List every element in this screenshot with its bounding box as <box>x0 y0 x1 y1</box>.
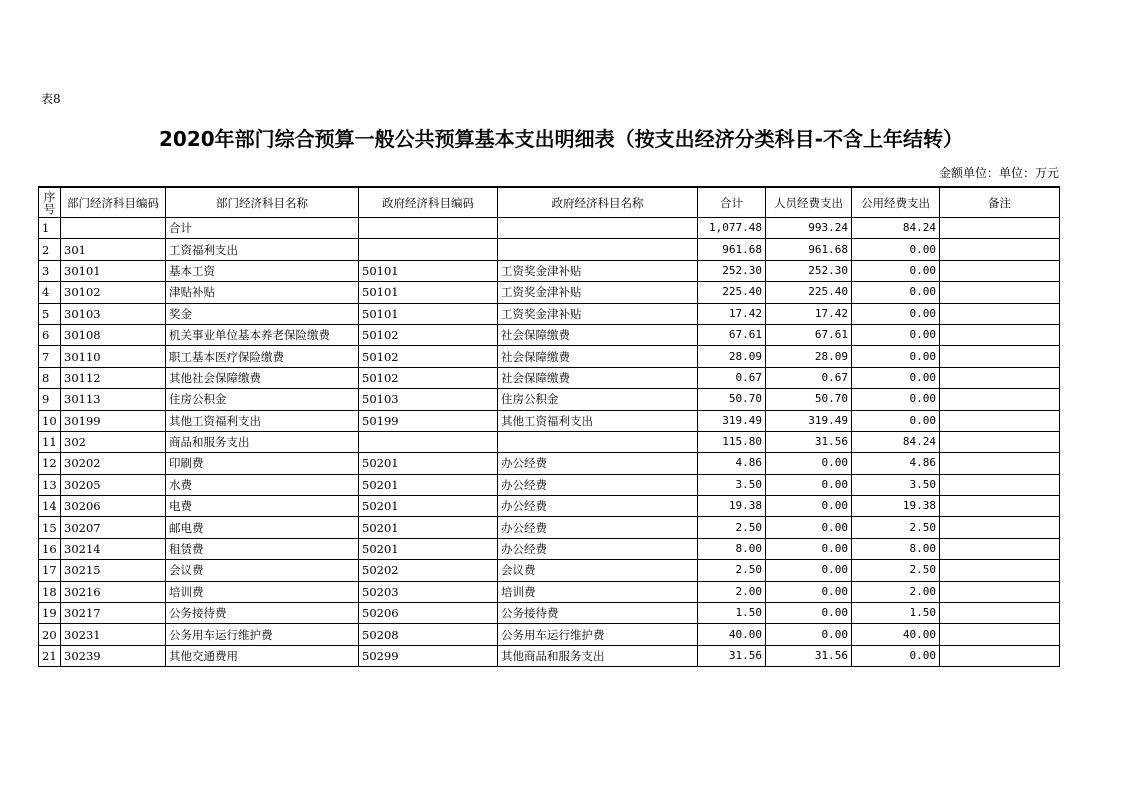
cell-total: 225.40 <box>698 282 766 303</box>
cell-dept-name: 其他社会保障缴费 <box>166 367 359 388</box>
cell-dept-name: 职工基本医疗保险缴费 <box>166 346 359 367</box>
cell-total: 319.49 <box>698 410 766 431</box>
cell-dept-code: 301 <box>61 239 166 260</box>
cell-remark <box>940 367 1060 388</box>
cell-dept-code: 30113 <box>61 389 166 410</box>
cell-gov-code: 50102 <box>359 324 498 345</box>
table-row <box>39 560 1060 581</box>
cell-gov-name: 工资奖金津补贴 <box>498 260 698 281</box>
cell-dept-code: 30199 <box>61 410 166 431</box>
cell-dept-name: 奖金 <box>166 303 359 324</box>
cell-dept-name: 机关事业单位基本养老保险缴费 <box>166 324 359 345</box>
cell-dept-code <box>61 218 166 239</box>
cell-personnel: 0.00 <box>766 603 852 624</box>
cell-public: 84.24 <box>852 431 940 452</box>
table-row <box>39 303 1060 324</box>
cell-gov-code: 50201 <box>359 496 498 517</box>
cell-public: 2.00 <box>852 581 940 602</box>
cell-gov-name: 住房公积金 <box>498 389 698 410</box>
cell-remark <box>940 303 1060 324</box>
cell-gov-code: 50201 <box>359 538 498 559</box>
cell-total: 1,077.48 <box>698 218 766 239</box>
cell-gov-name: 工资奖金津补贴 <box>498 282 698 303</box>
cell-personnel: 0.00 <box>766 560 852 581</box>
cell-dept-code: 30217 <box>61 603 166 624</box>
cell-gov-name: 培训费 <box>498 581 698 602</box>
cell-personnel: 0.00 <box>766 474 852 495</box>
table-row <box>39 581 1060 602</box>
cell-personnel: 961.68 <box>766 239 852 260</box>
cell-gov-code: 50101 <box>359 303 498 324</box>
cell-dept-name: 住房公积金 <box>166 389 359 410</box>
cell-personnel: 0.00 <box>766 538 852 559</box>
cell-dept-code: 30205 <box>61 474 166 495</box>
cell-seq: 12 <box>39 453 61 474</box>
cell-remark <box>940 560 1060 581</box>
cell-public: 0.00 <box>852 410 940 431</box>
cell-personnel: 50.70 <box>766 389 852 410</box>
cell-dept-name: 公务接待费 <box>166 603 359 624</box>
cell-gov-name: 其他工资福利支出 <box>498 410 698 431</box>
cell-public: 0.00 <box>852 303 940 324</box>
cell-seq: 8 <box>39 367 61 388</box>
cell-dept-name: 其他工资福利支出 <box>166 410 359 431</box>
header-public: 公用经费支出 <box>852 187 940 218</box>
header-dept-name: 部门经济科目名称 <box>166 187 359 218</box>
cell-gov-code: 50202 <box>359 560 498 581</box>
cell-public: 2.50 <box>852 560 940 581</box>
cell-total: 8.00 <box>698 538 766 559</box>
cell-seq: 11 <box>39 431 61 452</box>
cell-gov-code: 50201 <box>359 517 498 538</box>
cell-seq: 17 <box>39 560 61 581</box>
cell-gov-code: 50102 <box>359 367 498 388</box>
cell-dept-name: 其他交通费用 <box>166 645 359 666</box>
cell-gov-code: 50102 <box>359 346 498 367</box>
header-personnel: 人员经费支出 <box>766 187 852 218</box>
cell-total: 17.42 <box>698 303 766 324</box>
cell-dept-code: 30110 <box>61 346 166 367</box>
cell-dept-name: 会议费 <box>166 560 359 581</box>
cell-public: 0.00 <box>852 324 940 345</box>
cell-total: 31.56 <box>698 645 766 666</box>
table-row <box>39 496 1060 517</box>
header-gov-name: 政府经济科目名称 <box>498 187 698 218</box>
header-gov-code: 政府经济科目编码 <box>359 187 498 218</box>
cell-personnel: 31.56 <box>766 431 852 452</box>
cell-dept-code: 302 <box>61 431 166 452</box>
table-row <box>39 410 1060 431</box>
cell-dept-name: 合计 <box>166 218 359 239</box>
cell-total: 0.67 <box>698 367 766 388</box>
cell-public: 3.50 <box>852 474 940 495</box>
cell-dept-name: 培训费 <box>166 581 359 602</box>
header-seq: 序号 <box>39 187 61 218</box>
cell-public: 8.00 <box>852 538 940 559</box>
cell-personnel: 0.00 <box>766 624 852 645</box>
cell-total: 4.86 <box>698 453 766 474</box>
cell-seq: 3 <box>39 260 61 281</box>
cell-remark <box>940 624 1060 645</box>
table-row <box>39 324 1060 345</box>
budget-table <box>38 186 1060 667</box>
cell-dept-code: 30231 <box>61 624 166 645</box>
table-number: 表8 <box>41 92 61 106</box>
cell-gov-name: 工资奖金津补贴 <box>498 303 698 324</box>
cell-gov-code: 50201 <box>359 453 498 474</box>
cell-remark <box>940 410 1060 431</box>
cell-seq: 16 <box>39 538 61 559</box>
cell-public: 4.86 <box>852 453 940 474</box>
cell-remark <box>940 474 1060 495</box>
cell-gov-code <box>359 431 498 452</box>
amount-unit: 金额单位：单位：万元 <box>938 166 1059 180</box>
cell-gov-name: 办公经费 <box>498 453 698 474</box>
cell-total: 28.09 <box>698 346 766 367</box>
cell-personnel: 67.61 <box>766 324 852 345</box>
cell-total: 961.68 <box>698 239 766 260</box>
cell-dept-code: 30214 <box>61 538 166 559</box>
cell-seq: 13 <box>39 474 61 495</box>
cell-dept-code: 30207 <box>61 517 166 538</box>
cell-seq: 14 <box>39 496 61 517</box>
cell-total: 67.61 <box>698 324 766 345</box>
cell-gov-code: 50103 <box>359 389 498 410</box>
table-row <box>39 239 1060 260</box>
cell-seq: 20 <box>39 624 61 645</box>
cell-dept-name: 租赁费 <box>166 538 359 559</box>
cell-dept-name: 电费 <box>166 496 359 517</box>
table-body <box>39 218 1060 667</box>
header-total: 合计 <box>698 187 766 218</box>
cell-remark <box>940 538 1060 559</box>
cell-dept-name: 工资福利支出 <box>166 239 359 260</box>
cell-dept-code: 30101 <box>61 260 166 281</box>
header-dept-code: 部门经济科目编码 <box>61 187 166 218</box>
cell-dept-name: 邮电费 <box>166 517 359 538</box>
cell-dept-code: 30103 <box>61 303 166 324</box>
header-remark: 备注 <box>940 187 1060 218</box>
cell-dept-code: 30108 <box>61 324 166 345</box>
cell-total: 115.80 <box>698 431 766 452</box>
cell-gov-name: 其他商品和服务支出 <box>498 645 698 666</box>
cell-gov-code: 50101 <box>359 282 498 303</box>
cell-personnel: 319.49 <box>766 410 852 431</box>
cell-gov-name: 社会保障缴费 <box>498 367 698 388</box>
cell-public: 0.00 <box>852 645 940 666</box>
cell-personnel: 993.24 <box>766 218 852 239</box>
cell-remark <box>940 496 1060 517</box>
cell-personnel: 0.67 <box>766 367 852 388</box>
table-row <box>39 218 1060 239</box>
table-row <box>39 624 1060 645</box>
cell-public: 0.00 <box>852 282 940 303</box>
cell-dept-name: 水费 <box>166 474 359 495</box>
table-row <box>39 603 1060 624</box>
cell-personnel: 225.40 <box>766 282 852 303</box>
cell-remark <box>940 581 1060 602</box>
cell-personnel: 0.00 <box>766 517 852 538</box>
table-row <box>39 517 1060 538</box>
cell-gov-name: 办公经费 <box>498 538 698 559</box>
cell-gov-name <box>498 239 698 260</box>
cell-seq: 9 <box>39 389 61 410</box>
cell-personnel: 17.42 <box>766 303 852 324</box>
cell-personnel: 252.30 <box>766 260 852 281</box>
cell-public: 0.00 <box>852 346 940 367</box>
cell-seq: 10 <box>39 410 61 431</box>
table-row <box>39 282 1060 303</box>
cell-dept-code: 30202 <box>61 453 166 474</box>
cell-public: 0.00 <box>852 239 940 260</box>
cell-dept-code: 30102 <box>61 282 166 303</box>
cell-seq: 7 <box>39 346 61 367</box>
cell-remark <box>940 431 1060 452</box>
cell-seq: 18 <box>39 581 61 602</box>
cell-dept-name: 商品和服务支出 <box>166 431 359 452</box>
cell-public: 40.00 <box>852 624 940 645</box>
table-row <box>39 367 1060 388</box>
cell-dept-name: 基本工资 <box>166 260 359 281</box>
cell-remark <box>940 645 1060 666</box>
cell-gov-name: 公务接待费 <box>498 603 698 624</box>
table-row <box>39 431 1060 452</box>
cell-public: 0.00 <box>852 389 940 410</box>
cell-total: 1.50 <box>698 603 766 624</box>
cell-remark <box>940 389 1060 410</box>
cell-seq: 15 <box>39 517 61 538</box>
cell-remark <box>940 218 1060 239</box>
cell-gov-name <box>498 431 698 452</box>
cell-public: 84.24 <box>852 218 940 239</box>
cell-public: 0.00 <box>852 260 940 281</box>
cell-gov-name: 公务用车运行维护费 <box>498 624 698 645</box>
cell-remark <box>940 603 1060 624</box>
table-row <box>39 260 1060 281</box>
cell-total: 40.00 <box>698 624 766 645</box>
cell-gov-code: 50201 <box>359 474 498 495</box>
cell-gov-code: 50208 <box>359 624 498 645</box>
cell-remark <box>940 517 1060 538</box>
cell-public: 19.38 <box>852 496 940 517</box>
cell-dept-code: 30112 <box>61 367 166 388</box>
cell-gov-code: 50299 <box>359 645 498 666</box>
cell-gov-code: 50199 <box>359 410 498 431</box>
cell-gov-name: 办公经费 <box>498 517 698 538</box>
cell-dept-code: 30239 <box>61 645 166 666</box>
cell-seq: 21 <box>39 645 61 666</box>
cell-remark <box>940 282 1060 303</box>
cell-public: 2.50 <box>852 517 940 538</box>
cell-total: 2.50 <box>698 517 766 538</box>
cell-gov-name: 社会保障缴费 <box>498 324 698 345</box>
cell-dept-code: 30206 <box>61 496 166 517</box>
cell-personnel: 0.00 <box>766 581 852 602</box>
cell-public: 0.00 <box>852 367 940 388</box>
cell-dept-name: 公务用车运行维护费 <box>166 624 359 645</box>
cell-gov-code: 50203 <box>359 581 498 602</box>
cell-dept-code: 30216 <box>61 581 166 602</box>
table-row <box>39 453 1060 474</box>
cell-personnel: 31.56 <box>766 645 852 666</box>
cell-gov-code <box>359 239 498 260</box>
cell-seq: 5 <box>39 303 61 324</box>
cell-gov-name <box>498 218 698 239</box>
cell-gov-name: 办公经费 <box>498 496 698 517</box>
cell-remark <box>940 260 1060 281</box>
cell-remark <box>940 346 1060 367</box>
cell-public: 1.50 <box>852 603 940 624</box>
table-row <box>39 538 1060 559</box>
cell-total: 3.50 <box>698 474 766 495</box>
page-title: 2020年部门综合预算一般公共预算基本支出明细表（按支出经济分类科目-不含上年结转） <box>159 127 963 151</box>
cell-personnel: 0.00 <box>766 496 852 517</box>
cell-remark <box>940 324 1060 345</box>
table-row <box>39 389 1060 410</box>
cell-gov-code <box>359 218 498 239</box>
cell-seq: 4 <box>39 282 61 303</box>
cell-seq: 19 <box>39 603 61 624</box>
cell-total: 50.70 <box>698 389 766 410</box>
cell-gov-name: 会议费 <box>498 560 698 581</box>
cell-seq: 2 <box>39 239 61 260</box>
cell-remark <box>940 239 1060 260</box>
table-row <box>39 474 1060 495</box>
table-row <box>39 346 1060 367</box>
table-row <box>39 645 1060 666</box>
cell-personnel: 0.00 <box>766 453 852 474</box>
cell-gov-code: 50101 <box>359 260 498 281</box>
cell-personnel: 28.09 <box>766 346 852 367</box>
cell-gov-name: 社会保障缴费 <box>498 346 698 367</box>
cell-seq: 1 <box>39 218 61 239</box>
cell-seq: 6 <box>39 324 61 345</box>
cell-dept-name: 印刷费 <box>166 453 359 474</box>
cell-dept-code: 30215 <box>61 560 166 581</box>
cell-dept-name: 津贴补贴 <box>166 282 359 303</box>
cell-total: 252.30 <box>698 260 766 281</box>
cell-total: 2.50 <box>698 560 766 581</box>
cell-remark <box>940 453 1060 474</box>
cell-total: 2.00 <box>698 581 766 602</box>
cell-total: 19.38 <box>698 496 766 517</box>
table-header-row <box>39 187 1060 218</box>
cell-gov-code: 50206 <box>359 603 498 624</box>
cell-gov-name: 办公经费 <box>498 474 698 495</box>
